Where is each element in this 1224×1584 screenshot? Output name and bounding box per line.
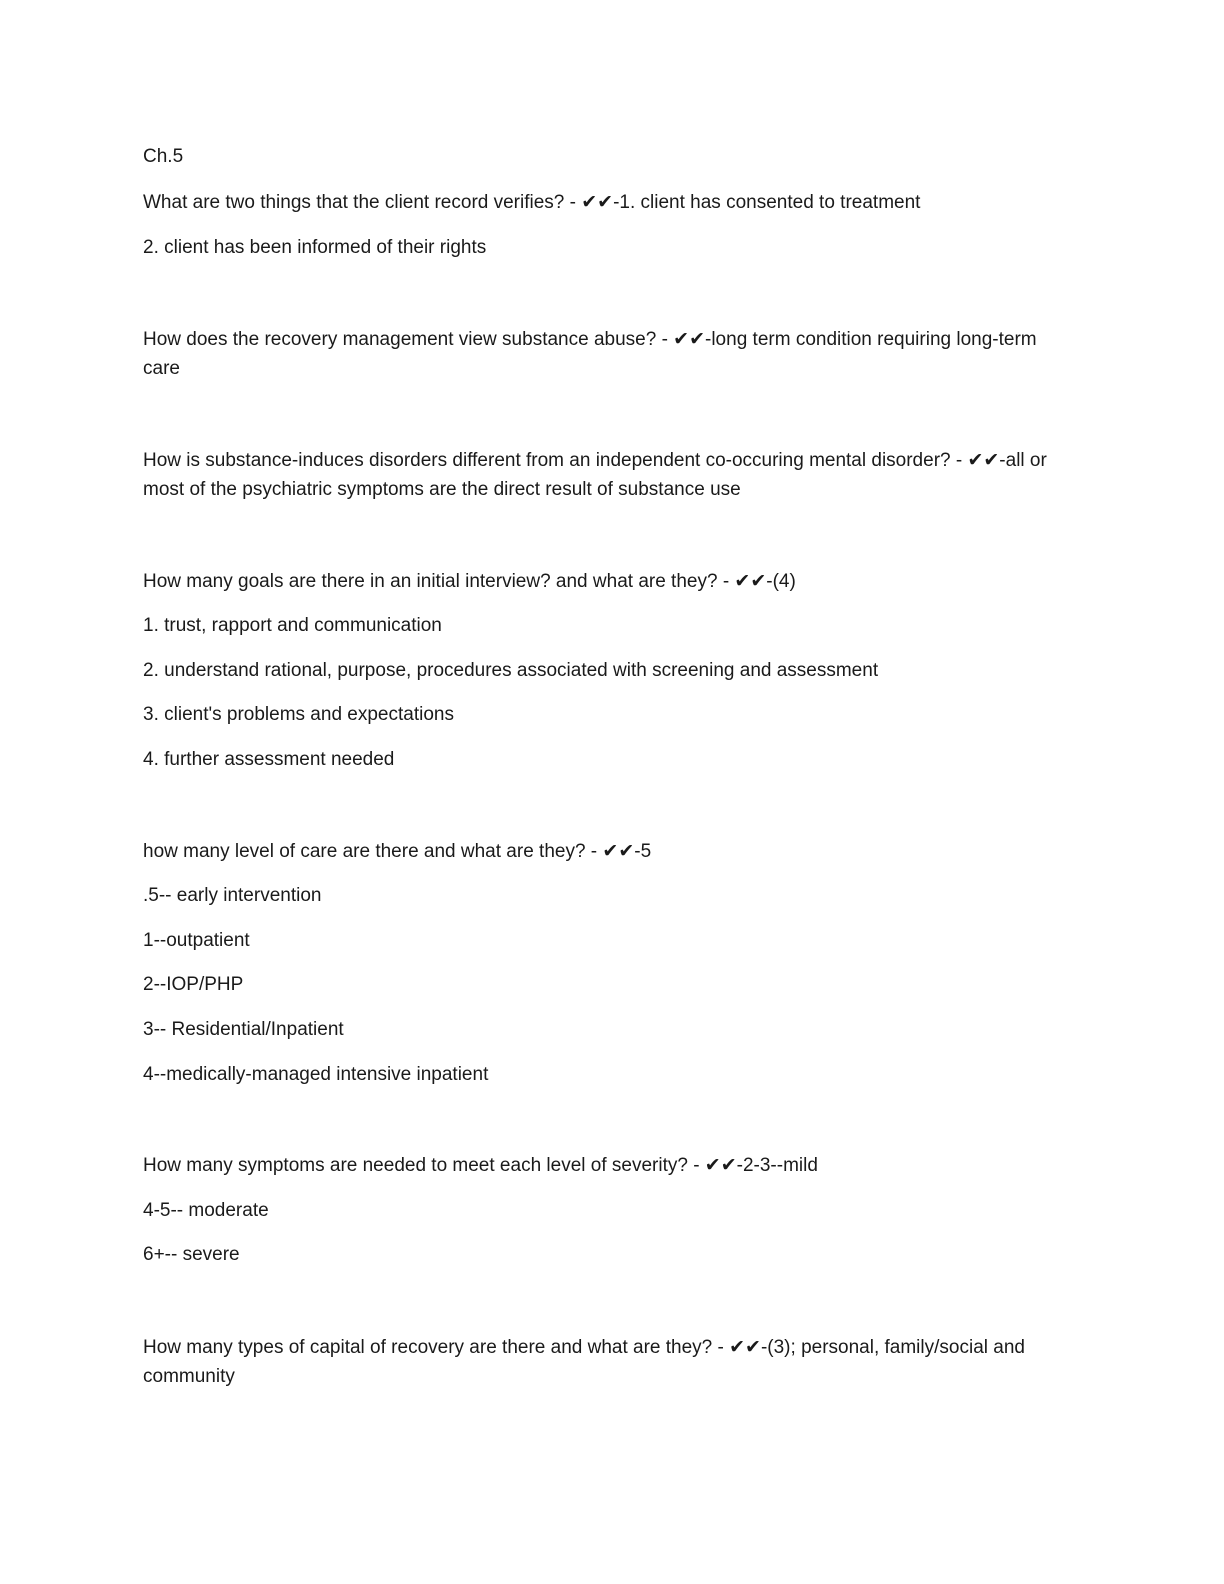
answer-line: 4-5-- moderate bbox=[143, 1200, 269, 1221]
question-severity-symptoms: How many symptoms are needed to meet each level of severity? - ✔✔-2-3--mild bbox=[143, 1155, 818, 1176]
answer-line: 1. trust, rapport and communication bbox=[143, 615, 442, 636]
answer-line: 2--IOP/PHP bbox=[143, 974, 244, 995]
answer-line: 2. understand rational, purpose, procedures associated with screening and assessment bbox=[143, 660, 879, 681]
answer-line: 1--outpatient bbox=[143, 930, 250, 951]
question-initial-interview-goals: How many goals are there in an initial interview? and what are they? - ✔✔-(4) bbox=[143, 571, 796, 592]
answer-line: .5-- early intervention bbox=[143, 885, 322, 906]
answer-line: 4--medically-managed intensive inpatient bbox=[143, 1064, 489, 1085]
answer-line: 4. further assessment needed bbox=[143, 749, 395, 770]
question-substance-induced-disorders: How is substance-induces disorders different from an independent co-occuring mental disorder? - ✔✔-all or most of the psychiatric symptoms are the direct result of substance use bbox=[143, 450, 1047, 500]
question-recovery-management: How does the recovery management view substance abuse? - ✔✔-long term condition requiring long-term care bbox=[143, 329, 1037, 379]
answer-line: 2. client has been informed of their rights bbox=[143, 237, 487, 258]
question-levels-of-care: how many level of care are there and what are they? - ✔✔-5 bbox=[143, 841, 652, 862]
answer-line: 6+-- severe bbox=[143, 1244, 240, 1265]
question-capital-of-recovery: How many types of capital of recovery are there and what are they? - ✔✔-(3); personal, family/social and community bbox=[143, 1337, 1025, 1387]
chapter-heading: Ch.5 bbox=[143, 146, 184, 167]
answer-line: 3. client's problems and expectations bbox=[143, 704, 454, 725]
answer-line: 3-- Residential/Inpatient bbox=[143, 1019, 344, 1040]
question-client-record: What are two things that the client record verifies? - ✔✔-1. client has consented to treatment bbox=[143, 192, 921, 213]
